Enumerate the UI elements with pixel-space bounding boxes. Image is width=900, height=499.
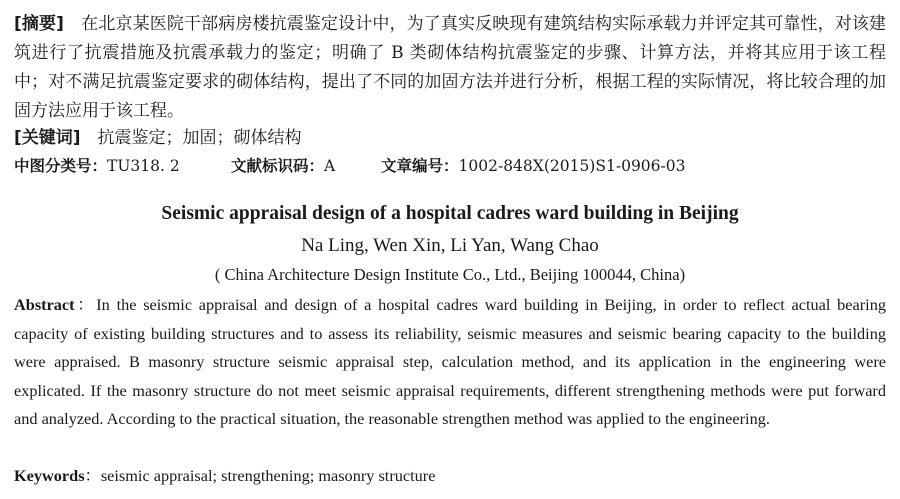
article-number-label: 文章编号： xyxy=(381,157,459,175)
english-affiliation: ( China Architecture Design Institute Co., Ltd., Beijing 100044, China) xyxy=(214,265,686,284)
classification-line xyxy=(14,153,886,179)
english-abstract-separator: ： xyxy=(74,295,97,314)
chinese-abstract-label: [摘要] xyxy=(14,14,64,34)
english-abstract-text: In the seismic appraisal and design of a hospital cadres ward building in Beijing, in order to reflect actual bearing capacity of existing building structures and to assess its reliability, seismic measures and seismic bearing capacity to the building were appraised. B masonry structure seismic appraisal step, calculation method, and its application in the engineering were explicated. If the masonry structure do not meet seismic appraisal requirements, different strengthening methods were put forward and analyzed. According to the practical situation, the reasonable strengthen method was applied to the engineering. xyxy=(14,295,886,429)
document-code-label: 文献标识码： xyxy=(231,157,325,175)
chinese-keywords xyxy=(14,124,302,153)
english-keywords-text: seismic appraisal; strengthening; masonry structure xyxy=(100,466,436,485)
english-abstract-label: Abstract xyxy=(14,295,75,314)
document-code xyxy=(231,153,381,179)
article-number-value: 1002-848X(2015)S1-0906-03 xyxy=(458,157,686,175)
english-authors: Na Ling, Wen Xin, Li Yan, Wang Chao xyxy=(301,235,599,256)
clc-value: TU318. 2 xyxy=(107,157,180,175)
chinese-abstract xyxy=(14,10,886,126)
clc-number xyxy=(14,153,231,179)
clc-label: 中图分类号： xyxy=(14,157,108,175)
chinese-keywords-label: [关键词] xyxy=(14,128,81,148)
document-code-value: A xyxy=(324,157,336,175)
article-number xyxy=(381,153,685,179)
english-keywords-separator: ： xyxy=(84,466,101,485)
chinese-abstract-text: 在北京某医院干部病房楼抗震鉴定设计中，为了真实反映现有建筑结构实际承载力并评定其可靠性，对该建筑进行了抗震措施及抗震承载力的鉴定；明确了 B 类砌体结构抗震鉴定的步骤、计算方法，并将其应用于该工程中；对不满足抗震鉴定要求的砌体结构，提出了不同的加固方法并进行分析，根据工程的实际情况，将比较合理的加固方法应用于该工程。 xyxy=(14,14,887,121)
english-abstract xyxy=(14,291,886,434)
chinese-keywords-text: 抗震鉴定；加固；砌体结构 xyxy=(97,128,302,148)
english-keywords-label: Keywords xyxy=(14,466,85,485)
english-title: Seismic appraisal design of a hospital cadres ward building in Beijing xyxy=(161,203,739,224)
english-keywords xyxy=(14,462,435,490)
